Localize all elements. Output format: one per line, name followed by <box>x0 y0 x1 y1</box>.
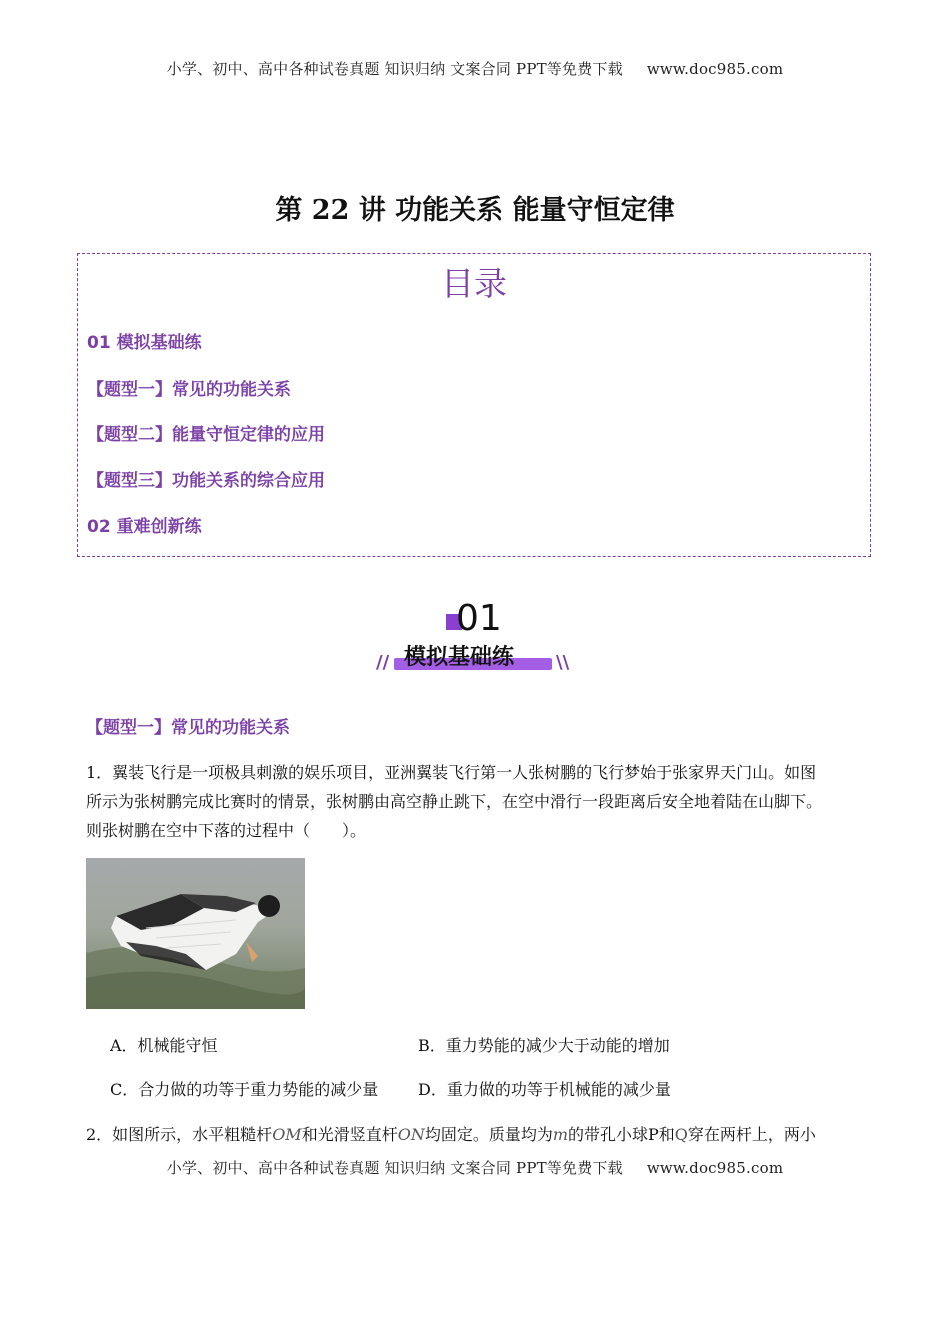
toc-item-basic-practice[interactable]: 01 模拟基础练 <box>87 333 202 353</box>
toc-item-type-two[interactable]: 【题型二】能量守恒定律的应用 <box>87 425 325 445</box>
question-2-suffix: 穿在两杆上，两小 <box>687 1125 816 1144</box>
question-1-line-2: 所示为张树鹏完成比赛时的情景，张树鹏由高空静止跳下，在空中滑行一段距离后安全地着陆在山脚下。 <box>86 792 823 811</box>
type-heading: 【题型一】常见的功能关系 <box>86 718 290 738</box>
var-m: m <box>552 1125 569 1144</box>
page-header <box>0 58 950 79</box>
header-text: 小学、初中、高中各种试卷真题 知识归纳 文案合同 PPT等免费下载 <box>166 60 623 78</box>
question-2-line-1 <box>86 1120 866 1149</box>
option-b[interactable]: B．重力势能的减少大于动能的增加 <box>418 1036 670 1055</box>
question-2-mid-3: 的带孔小球P和 <box>568 1125 675 1144</box>
question-2-mid-1: 和光滑竖直杆 <box>301 1125 398 1144</box>
page-title: 第 22 讲 功能关系 能量守恒定律 <box>275 195 675 226</box>
option-a[interactable]: A．机械能守恒 <box>110 1036 218 1055</box>
question-1-line-1: 1．翼装飞行是一项极具刺激的娱乐项目，亚洲翼装飞行第一人张树鹏的飞行梦始于张家界天门山。如图 <box>86 763 817 782</box>
var-on: ON <box>397 1125 425 1144</box>
option-d[interactable]: D．重力做的功等于机械能的减少量 <box>418 1080 671 1099</box>
question-2-prefix: 2．如图所示，水平粗糙杆 <box>86 1125 273 1144</box>
toc-title: 目录 <box>441 264 507 303</box>
table-of-contents <box>77 253 871 557</box>
footer-text: 小学、初中、高中各种试卷真题 知识归纳 文案合同 PPT等免费下载 <box>166 1159 623 1177</box>
wingsuit-photo <box>86 858 305 1009</box>
toc-item-advanced-practice[interactable]: 02 重难创新练 <box>87 517 202 537</box>
section-slash-left: // <box>376 652 390 673</box>
section-number: 01 <box>456 598 502 639</box>
page-footer <box>0 1157 950 1178</box>
var-om: OM <box>272 1125 302 1144</box>
header-url[interactable]: www.doc985.com <box>646 60 784 78</box>
section-label: 模拟基础练 <box>404 645 515 670</box>
question-1-line-3: 则张树鹏在空中下落的过程中（ ）。 <box>86 821 367 840</box>
section-badge <box>376 598 576 678</box>
section-slash-right: \\ <box>556 652 570 673</box>
var-q: Q <box>674 1125 688 1144</box>
question-2-mid-2: 均固定。质量均为 <box>424 1125 553 1144</box>
toc-item-type-one[interactable]: 【题型一】常见的功能关系 <box>87 380 291 400</box>
option-c[interactable]: C．合力做的功等于重力势能的减少量 <box>110 1080 379 1099</box>
footer-url[interactable]: www.doc985.com <box>646 1159 784 1177</box>
toc-item-type-three[interactable]: 【题型三】功能关系的综合应用 <box>87 471 325 491</box>
wingsuit-illustration <box>86 858 305 1009</box>
